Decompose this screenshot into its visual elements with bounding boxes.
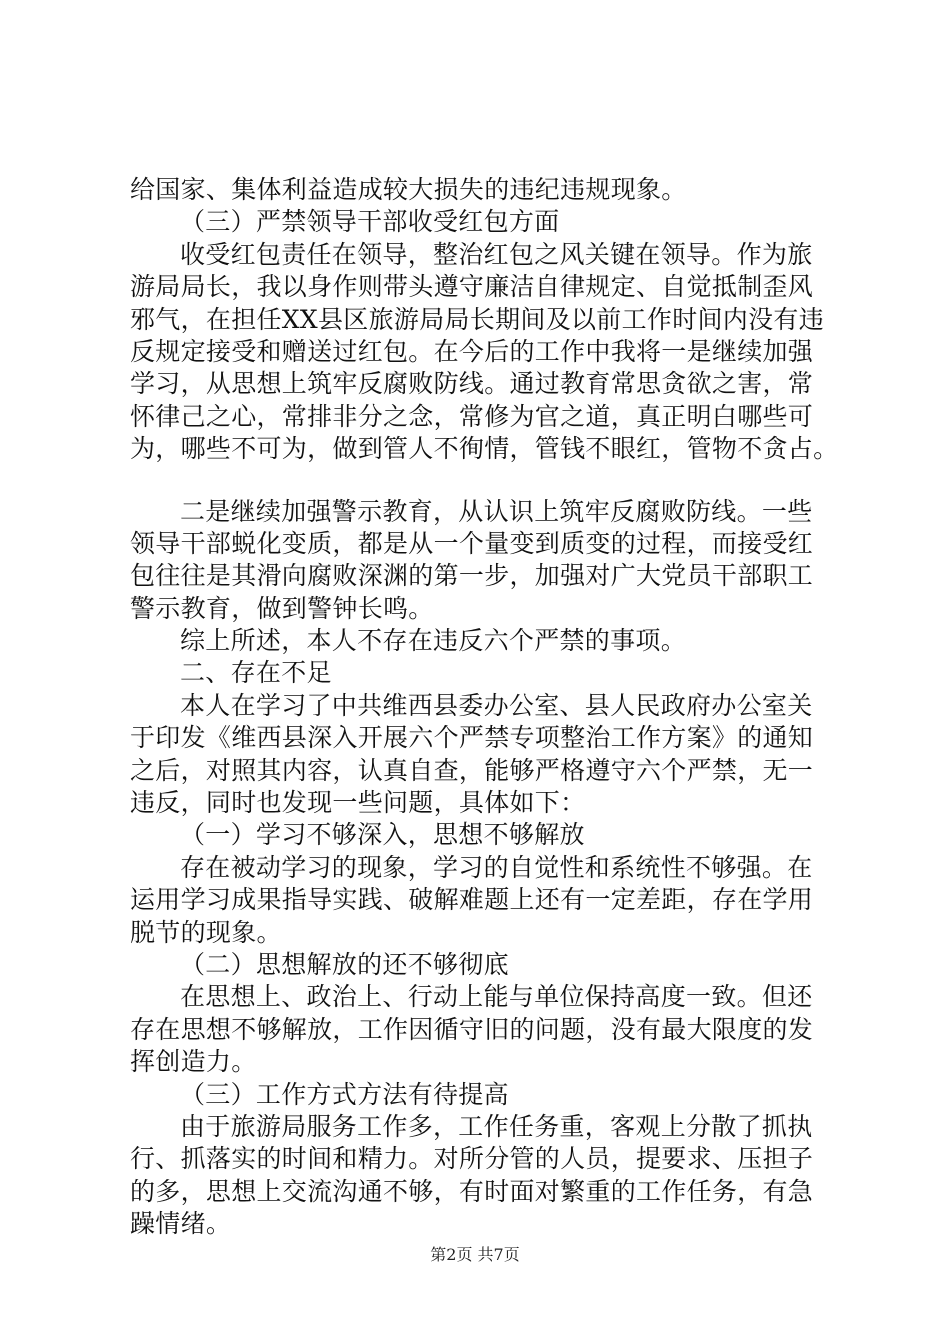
section-heading: （一）学习不够深入，思想不够解放 [180, 820, 585, 850]
body-line: 警示教育，做到警钟长鸣。 [130, 593, 434, 623]
paragraph-gap [130, 466, 830, 496]
paragraph-line: 本人在学习了中共维西县委办公室、县人民政府办公室关 [180, 690, 813, 720]
body-line: 违反，同时也发现一些问题，具体如下： [130, 788, 586, 818]
body-line: 存在思想不够解放，工作因循守旧的问题，没有最大限度的发 [130, 1014, 814, 1044]
body-line: 行、抓落实的时间和精力。对所分管的人员，提要求、压担子 [130, 1144, 814, 1174]
body-line: 运用学习成果指导实践、破解难题上还有一定差距，存在学用 [130, 885, 814, 915]
body-line: 给国家、集体利益造成较大损失的违纪违规现象。 [130, 175, 687, 204]
body-line: 反规定接受和赠送过红包。在今后的工作中我将一是继续加强 [130, 336, 814, 366]
body-line: 游局局长，我以身作则带头遵守廉洁自律规定、自觉抵制歪风 [130, 272, 814, 302]
body-line: 脱节的现象。 [130, 917, 282, 947]
paragraph-line: 二是继续加强警示教育，从认识上筑牢反腐败防线。一些 [180, 496, 813, 526]
body-line: 怀律己之心，常排非分之念，常修为官之道，真正明白哪些可 [130, 401, 814, 431]
section-heading: 二、存在不足 [180, 658, 332, 688]
body-line: 邪气，在担任XX县区旅游局局长期间及以前工作时间内没有违 [130, 304, 824, 334]
page-number-footer: 第2页 共7页 [430, 1245, 520, 1264]
body-line: 挥创造力。 [130, 1047, 257, 1077]
section-heading: （二）思想解放的还不够彻底 [180, 949, 509, 979]
body-line: 的多，思想上交流沟通不够，有时面对繁重的工作任务，有急 [130, 1176, 814, 1206]
section-heading: （三）严禁领导干部收受红包方面 [180, 207, 560, 237]
body-line: 领导干部蜕化变质，都是从一个量变到质变的过程，而接受红 [130, 528, 814, 558]
body-line: 躁情绪。 [130, 1209, 232, 1239]
section-heading: （三）工作方式方法有待提高 [180, 1079, 509, 1109]
paragraph-line: 综上所述，本人不存在违反六个严禁的事项。 [180, 626, 687, 656]
body-line: 之后，对照其内容，认真自查，能够严格遵守六个严禁，无一 [130, 755, 814, 785]
body-line: 学习，从思想上筑牢反腐败防线。通过教育常思贪欲之害，常 [130, 369, 814, 399]
body-line: 为，哪些不可为，做到管人不徇情，管钱不眼红，管物不贪占。 [130, 434, 839, 464]
paragraph-line: 在思想上、政治上、行动上能与单位保持高度一致。但还 [180, 982, 813, 1012]
paragraph-line: 存在被动学习的现象，学习的自觉性和系统性不够强。在 [180, 852, 813, 882]
body-line: 于印发《维西县深入开展六个严禁专项整治工作方案》的通知 [130, 723, 814, 753]
body-line: 包往往是其滑向腐败深渊的第一步，加强对广大党员干部职工 [130, 561, 814, 591]
document-body [130, 174, 839, 1241]
paragraph-line: 收受红包责任在领导，整治红包之风关键在领导。作为旅 [180, 239, 813, 269]
paragraph-line: 由于旅游局服务工作多，工作任务重，客观上分散了抓执 [180, 1111, 813, 1141]
